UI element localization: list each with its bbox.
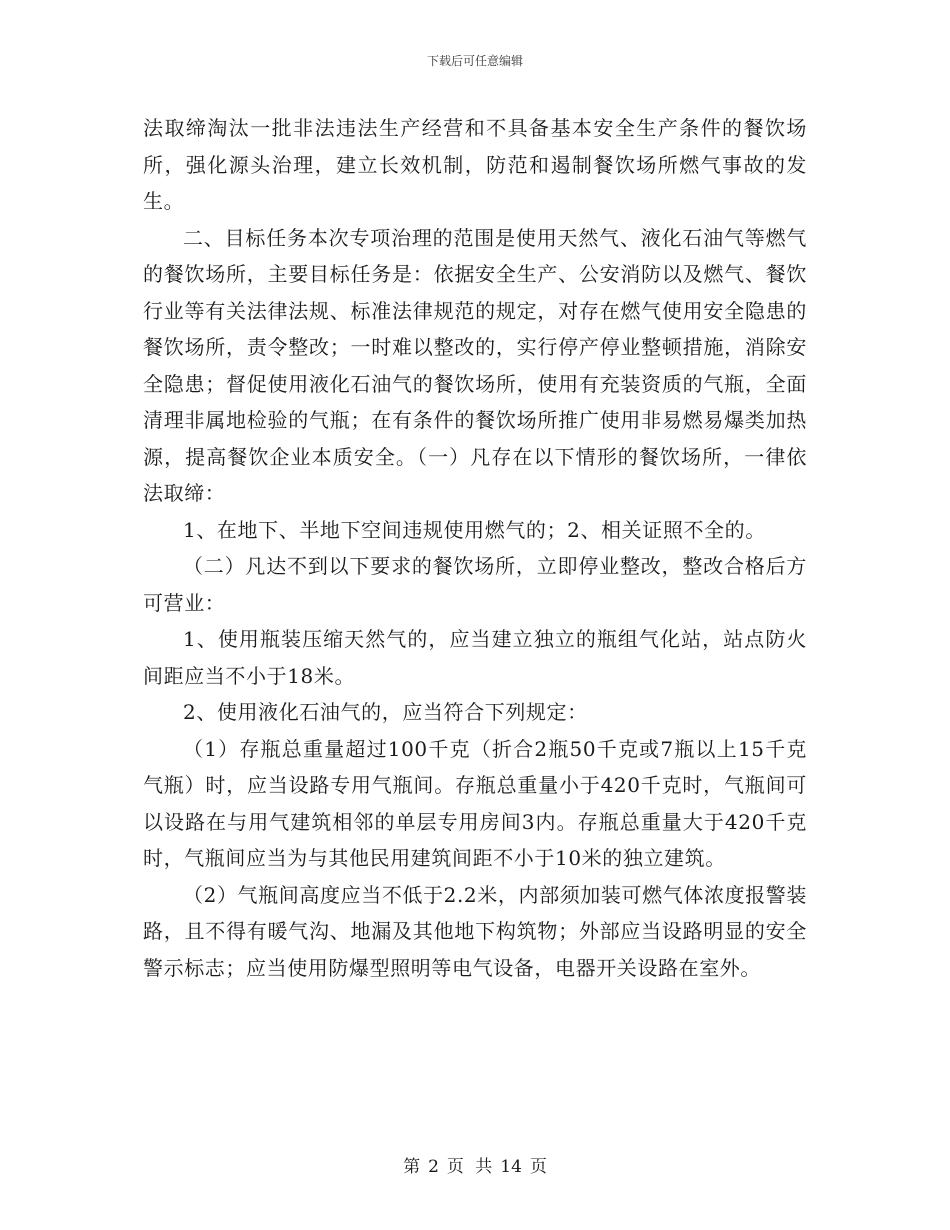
paragraph-rectify-heading: （二）凡达不到以下要求的餐饮场所，立即停业整改，整改合格后方可营业：: [143, 554, 807, 615]
paragraph-lpg-heading: 2、使用液化石油气的，应当符合下列规定：: [183, 700, 588, 724]
page-footer: [0, 1152, 950, 1177]
paragraph-lpg-rule-1: （1）存瓶总重量超过100千克（折合2瓶50千克或7瓶以上15千克气瓶）时，应当设路专用气瓶间。存瓶总重量小于420千克时，气瓶间可以设路在与用气建筑相邻的单层专用房间3内。存瓶总重量大于420千克时，气瓶间应当为与其他民用建筑间距不小于10米的独立建筑。: [143, 736, 807, 870]
page-header: [0, 52, 950, 69]
paragraph-continuation: 法取缔淘汰一批非法违法生产经营和不具备基本安全生产条件的餐饮场所，强化源头治理，建立长效机制，防范和遏制餐饮场所燃气事故的发生。: [143, 116, 807, 213]
footer-current-page: 2: [428, 1157, 439, 1177]
footer-prefix: 第: [403, 1157, 421, 1177]
paragraph-cng-rule: 1、使用瓶装压缩天然气的，应当建立独立的瓶组气化站，站点防火间距应当不小于18米。: [143, 627, 807, 688]
footer-total-pages: 14: [500, 1157, 522, 1177]
footer-middle: 页 共: [446, 1157, 493, 1177]
document-body: [143, 110, 807, 986]
paragraph-ban-conditions: 1、在地下、半地下空间违规使用燃气的；2、相关证照不全的。: [183, 517, 766, 542]
paragraph-objectives: 二、目标任务本次专项治理的范围是使用天然气、液化石油气等燃气的餐饮场所，主要目标任务是：依据安全生产、公安消防以及燃气、餐饮行业等有关法律法规、标准法律规范的规定，对存在燃气使用安全隐患的餐饮场所，责令整改；一时难以整改的，实行停产停业整顿措施，消除安全隐患；督促使用液化石油气的餐饮场所，使用有充装资质的气瓶，全面清理非属地检验的气瓶；在有条件的餐饮场所推广使用非易燃易爆类加热源，提高餐饮企业本质安全。（一）凡存在以下情形的餐饮场所，一律依法取缔：: [143, 225, 807, 505]
footer-suffix: 页: [529, 1157, 547, 1177]
paragraph-lpg-rule-2: （2）气瓶间高度应当不低于2.2米，内部须加装可燃气体浓度报警装路，且不得有暖气沟、地漏及其他地下构筑物；外部应当设路明显的安全警示标志；应当使用防爆型照明等电气设备，电器开关设路在室外。: [143, 882, 807, 980]
header-text: 下载后可任意编辑: [426, 54, 523, 68]
